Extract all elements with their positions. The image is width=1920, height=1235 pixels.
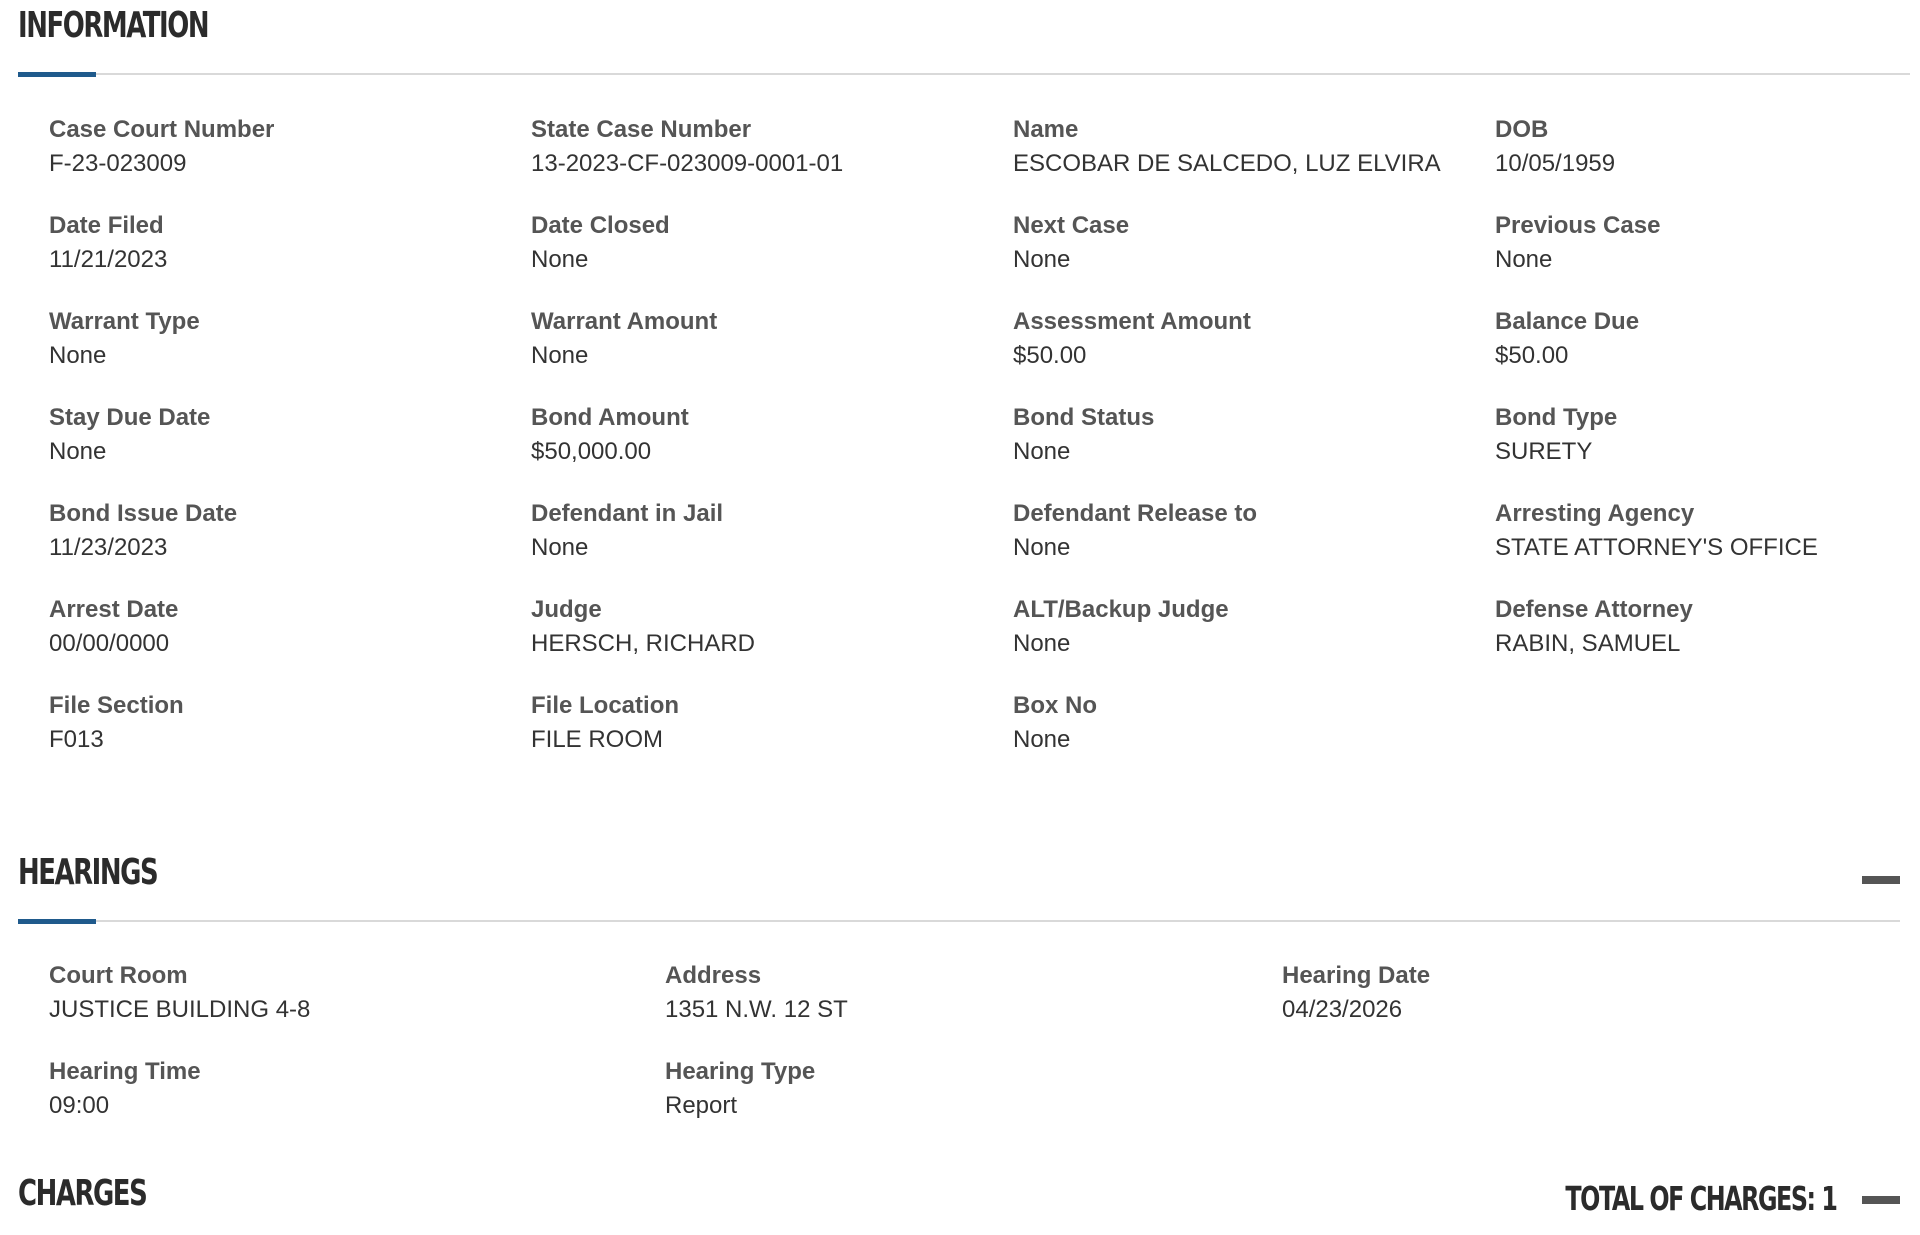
field-value: None <box>531 534 589 561</box>
information-field <box>1495 502 1818 560</box>
field-value: JUSTICE BUILDING 4-8 <box>49 996 311 1023</box>
field-value: $50.00 <box>1495 342 1569 369</box>
field-label: Bond Amount <box>531 404 689 431</box>
information-field <box>531 214 670 272</box>
charges-total-count: TOTAL OF CHARGES: 1 <box>1564 1179 1836 1218</box>
field-label: Name <box>1013 116 1079 143</box>
field-label: Warrant Type <box>49 308 200 335</box>
hearings-section-header <box>18 852 1900 915</box>
information-field <box>1013 694 1097 752</box>
charges-title: CHARGES <box>18 1173 147 1214</box>
field-value: 1351 N.W. 12 ST <box>665 996 848 1023</box>
information-field <box>1013 214 1129 272</box>
information-field <box>1013 118 1441 176</box>
field-value: 13-2023-CF-023009-0001-01 <box>531 150 844 177</box>
field-label: Court Room <box>49 962 188 989</box>
field-value: Report <box>665 1092 738 1119</box>
field-label: Bond Status <box>1013 404 1155 431</box>
field-value: 10/05/1959 <box>1495 150 1616 177</box>
hearings-accent-bar <box>18 919 96 924</box>
field-label: Stay Due Date <box>49 404 211 431</box>
field-value: RABIN, SAMUEL <box>1495 630 1681 657</box>
field-label: Arresting Agency <box>1495 500 1695 527</box>
information-field <box>531 598 755 656</box>
information-field <box>49 118 274 176</box>
hearing-field <box>665 964 848 1022</box>
field-value: $50.00 <box>1013 342 1087 369</box>
field-label: Defense Attorney <box>1495 596 1693 623</box>
information-field <box>1495 598 1693 656</box>
field-label: Assessment Amount <box>1013 308 1251 335</box>
field-value: None <box>1013 438 1071 465</box>
field-value: None <box>1013 726 1071 753</box>
field-label: Previous Case <box>1495 212 1661 239</box>
field-value: None <box>1013 246 1071 273</box>
information-accent-bar <box>18 72 96 77</box>
field-label: Judge <box>531 596 602 623</box>
information-field <box>49 598 178 656</box>
field-value: $50,000.00 <box>531 438 652 465</box>
hearing-field <box>1282 964 1430 1022</box>
field-value: ESCOBAR DE SALCEDO, LUZ ELVIRA <box>1013 150 1441 177</box>
information-field <box>1013 598 1229 656</box>
information-divider <box>18 73 1910 75</box>
field-label: Date Closed <box>531 212 670 239</box>
field-label: Address <box>665 962 762 989</box>
information-field <box>1013 406 1154 464</box>
information-section-header <box>18 5 1910 68</box>
field-value: 11/23/2023 <box>49 534 168 561</box>
information-field <box>1495 310 1639 368</box>
information-field <box>49 406 210 464</box>
hearing-field <box>49 964 310 1022</box>
field-label: File Location <box>531 692 680 719</box>
field-value: None <box>1495 246 1553 273</box>
information-field <box>1495 406 1617 464</box>
field-label: Bond Type <box>1495 404 1618 431</box>
information-field <box>531 310 717 368</box>
field-value: 04/23/2026 <box>1282 996 1403 1023</box>
field-value: None <box>531 342 589 369</box>
hearings-collapse-icon[interactable] <box>1862 876 1900 884</box>
field-value: F013 <box>49 726 104 753</box>
field-label: Bond Issue Date <box>49 500 238 527</box>
field-label: ALT/Backup Judge <box>1013 596 1229 623</box>
information-title: INFORMATION <box>18 5 209 46</box>
information-field <box>531 694 679 752</box>
field-value: FILE ROOM <box>531 726 664 753</box>
information-field <box>49 502 237 560</box>
information-field <box>1495 118 1615 176</box>
field-label: Arrest Date <box>49 596 179 623</box>
information-field <box>531 118 843 176</box>
field-value: SURETY <box>1495 438 1593 465</box>
field-value: F-23-023009 <box>49 150 187 177</box>
field-label: Hearing Time <box>49 1058 201 1085</box>
field-label: Defendant in Jail <box>531 500 724 527</box>
field-value: STATE ATTORNEY'S OFFICE <box>1495 534 1818 561</box>
information-field <box>49 214 167 272</box>
hearings-title: HEARINGS <box>18 852 158 893</box>
field-value: None <box>1013 630 1071 657</box>
field-label: Hearing Date <box>1282 962 1431 989</box>
field-value: None <box>1013 534 1071 561</box>
field-label: DOB <box>1495 116 1549 143</box>
field-value: 11/21/2023 <box>49 246 168 273</box>
field-value: None <box>49 438 107 465</box>
hearing-field <box>665 1060 815 1118</box>
information-field <box>1013 502 1257 560</box>
field-value: None <box>531 246 589 273</box>
information-field <box>49 310 200 368</box>
information-field <box>531 502 723 560</box>
information-field <box>1495 214 1660 272</box>
field-label: State Case Number <box>531 116 752 143</box>
field-value: None <box>49 342 107 369</box>
information-field <box>1013 310 1251 368</box>
field-label: Case Court Number <box>49 116 275 143</box>
field-label: File Section <box>49 692 184 719</box>
field-label: Next Case <box>1013 212 1130 239</box>
hearing-field <box>49 1060 201 1118</box>
field-label: Box No <box>1013 692 1097 719</box>
field-label: Warrant Amount <box>531 308 718 335</box>
information-field <box>531 406 689 464</box>
information-field <box>49 694 184 752</box>
field-label: Defendant Release to <box>1013 500 1258 527</box>
hearings-divider <box>18 920 1900 922</box>
field-value: HERSCH, RICHARD <box>531 630 756 657</box>
field-value: 09:00 <box>49 1092 110 1119</box>
charges-collapse-icon[interactable] <box>1862 1196 1900 1204</box>
field-label: Date Filed <box>49 212 164 239</box>
field-value: 00/00/0000 <box>49 630 170 657</box>
field-label: Balance Due <box>1495 308 1640 335</box>
field-label: Hearing Type <box>665 1058 816 1085</box>
